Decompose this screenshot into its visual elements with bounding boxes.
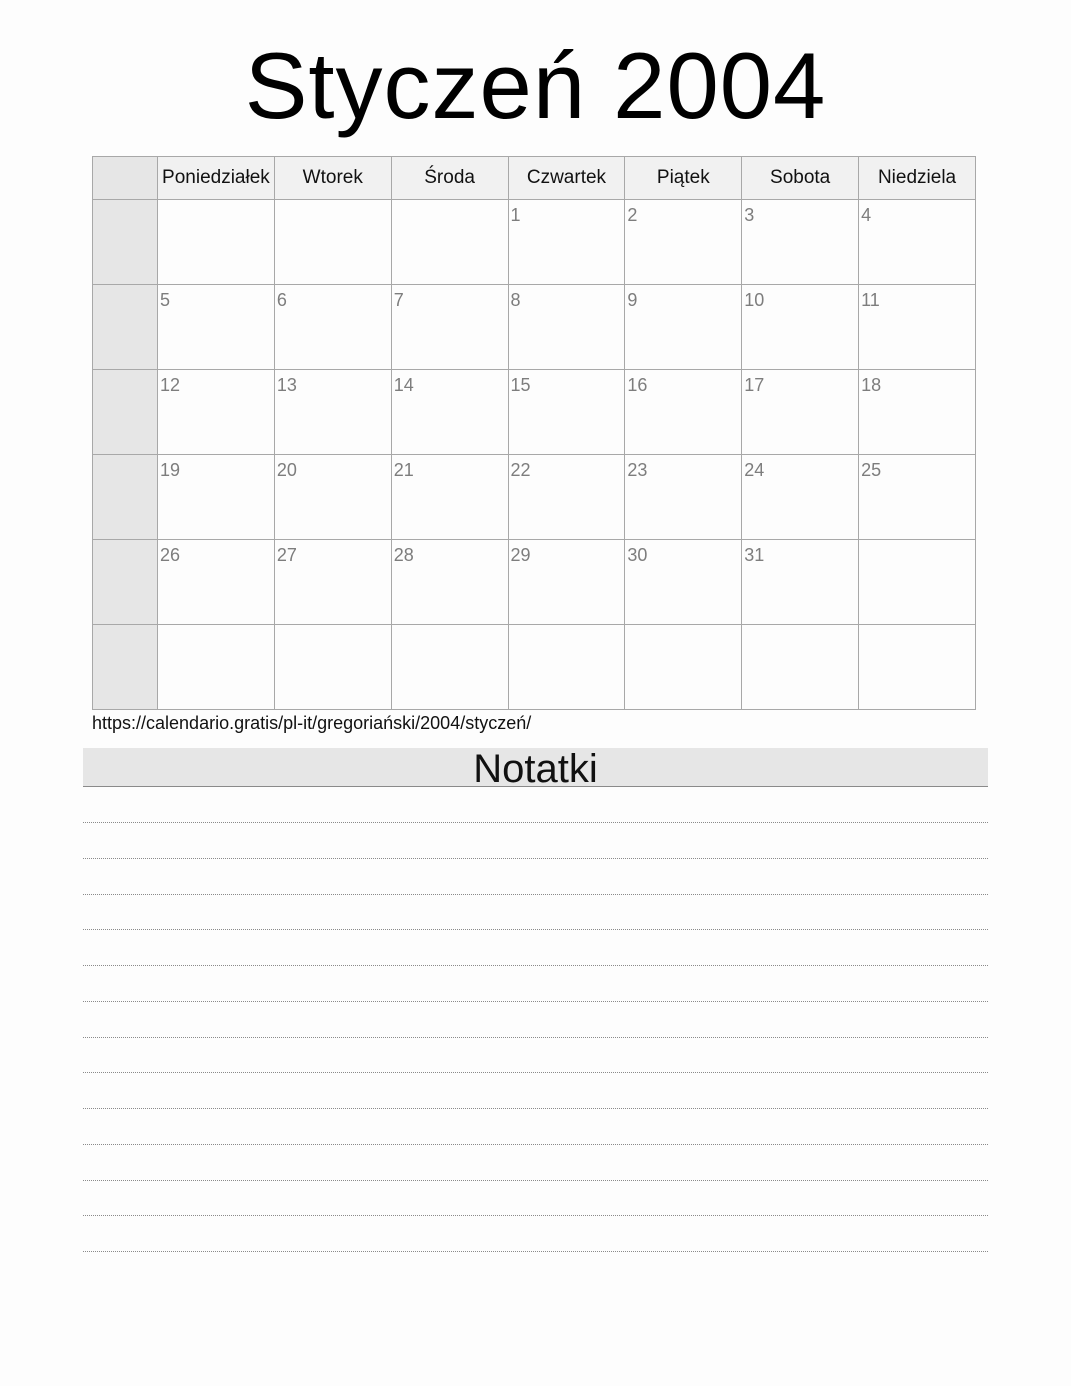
week-number-cell [93, 540, 158, 625]
week-number-cell [93, 455, 158, 540]
note-line [83, 1037, 988, 1038]
weekday-header-row [93, 157, 976, 200]
page-title: Styczeń 2004 [244, 33, 827, 138]
day-cell [158, 540, 275, 625]
day-number: 26 [160, 545, 181, 565]
day-cell [625, 625, 742, 710]
day-cell [508, 200, 625, 285]
calendar-week-row [93, 540, 976, 625]
note-line [83, 1251, 988, 1252]
day-number: 31 [744, 545, 765, 565]
day-number [509, 625, 625, 629]
day-number: 19 [160, 460, 181, 480]
day-cell [274, 625, 391, 710]
calendar-week-row [93, 370, 976, 455]
calendar-week-row [93, 455, 976, 540]
day-cell [274, 455, 391, 540]
day-number: 25 [861, 460, 882, 480]
notes-title: Notatki [83, 748, 988, 787]
day-cell [859, 625, 976, 710]
day-cell [625, 285, 742, 370]
day-cell [625, 540, 742, 625]
day-cell [391, 285, 508, 370]
day-cell [508, 455, 625, 540]
day-cell [859, 370, 976, 455]
day-cell [391, 200, 508, 285]
day-cell [859, 285, 976, 370]
day-cell [742, 625, 859, 710]
day-cell [625, 200, 742, 285]
day-number: 7 [393, 290, 404, 310]
day-cell [742, 200, 859, 285]
calendar-week-row [93, 625, 976, 710]
day-cell [391, 455, 508, 540]
day-cell [158, 285, 275, 370]
week-number-cell [93, 200, 158, 285]
day-cell [158, 625, 275, 710]
day-cell [508, 285, 625, 370]
day-number: 6 [276, 290, 287, 310]
day-cell [508, 540, 625, 625]
day-number: 1 [510, 205, 521, 225]
week-number-cell [93, 285, 158, 370]
note-line [83, 1072, 988, 1073]
day-number [275, 625, 391, 629]
source-url: https://calendario.gratis/pl-it/gregoriański/2004/styczeń/ [92, 713, 532, 733]
day-number [742, 625, 858, 629]
day-number [158, 625, 274, 629]
day-number [392, 625, 508, 629]
weekday-header-sunday: Niedziela [859, 157, 976, 200]
day-number: 13 [276, 375, 297, 395]
day-number: 23 [627, 460, 648, 480]
note-line [83, 1180, 988, 1181]
day-number: 24 [744, 460, 765, 480]
day-cell [742, 540, 859, 625]
week-number-cell [93, 370, 158, 455]
day-number: 20 [276, 460, 297, 480]
week-number-header [93, 157, 158, 200]
week-number-cell [93, 625, 158, 710]
day-number: 4 [861, 205, 872, 225]
day-cell [625, 455, 742, 540]
day-cell [625, 370, 742, 455]
day-number: 17 [744, 375, 765, 395]
day-cell [274, 370, 391, 455]
day-number: 29 [510, 545, 531, 565]
day-cell [274, 285, 391, 370]
day-number: 27 [276, 545, 297, 565]
weekday-header-thursday: Czwartek [508, 157, 625, 200]
note-line [83, 858, 988, 859]
day-number [158, 200, 274, 204]
day-number: 21 [393, 460, 414, 480]
day-number: 22 [510, 460, 531, 480]
day-number: 28 [393, 545, 414, 565]
day-number: 11 [861, 290, 880, 310]
calendar-week-row [93, 200, 976, 285]
note-line [83, 965, 988, 966]
day-cell [274, 540, 391, 625]
day-number [859, 540, 975, 544]
day-number: 10 [744, 290, 765, 310]
note-line [83, 929, 988, 930]
day-number: 12 [160, 375, 181, 395]
day-number [275, 200, 391, 204]
day-cell [742, 370, 859, 455]
month-calendar-grid [92, 156, 976, 710]
day-number: 18 [861, 375, 882, 395]
day-cell [508, 370, 625, 455]
day-cell [508, 625, 625, 710]
day-cell [158, 370, 275, 455]
calendar-week-row [93, 285, 976, 370]
day-cell [158, 200, 275, 285]
day-cell [859, 200, 976, 285]
note-line [83, 1001, 988, 1002]
day-number: 16 [627, 375, 648, 395]
note-line [83, 822, 988, 823]
day-number: 3 [744, 205, 755, 225]
note-line [83, 1215, 988, 1216]
day-cell [742, 285, 859, 370]
weekday-header-wednesday: Środa [391, 157, 508, 200]
day-number: 15 [510, 375, 531, 395]
note-line [83, 1108, 988, 1109]
day-number: 8 [510, 290, 521, 310]
weekday-header-saturday: Sobota [742, 157, 859, 200]
day-number: 2 [627, 205, 638, 225]
weekday-header-monday: Poniedziałek [158, 157, 275, 200]
day-number: 30 [627, 545, 648, 565]
day-number [625, 625, 741, 629]
day-cell [859, 540, 976, 625]
day-cell [742, 455, 859, 540]
day-number: 9 [627, 290, 638, 310]
day-cell [391, 625, 508, 710]
weekday-header-friday: Piątek [625, 157, 742, 200]
day-number: 5 [160, 290, 171, 310]
day-cell [158, 455, 275, 540]
day-number: 14 [393, 375, 414, 395]
day-number [859, 625, 975, 629]
day-number [392, 200, 508, 204]
day-cell [859, 455, 976, 540]
day-cell [274, 200, 391, 285]
note-line [83, 894, 988, 895]
day-cell [391, 540, 508, 625]
day-cell [391, 370, 508, 455]
note-line [83, 1144, 988, 1145]
weekday-header-tuesday: Wtorek [274, 157, 391, 200]
